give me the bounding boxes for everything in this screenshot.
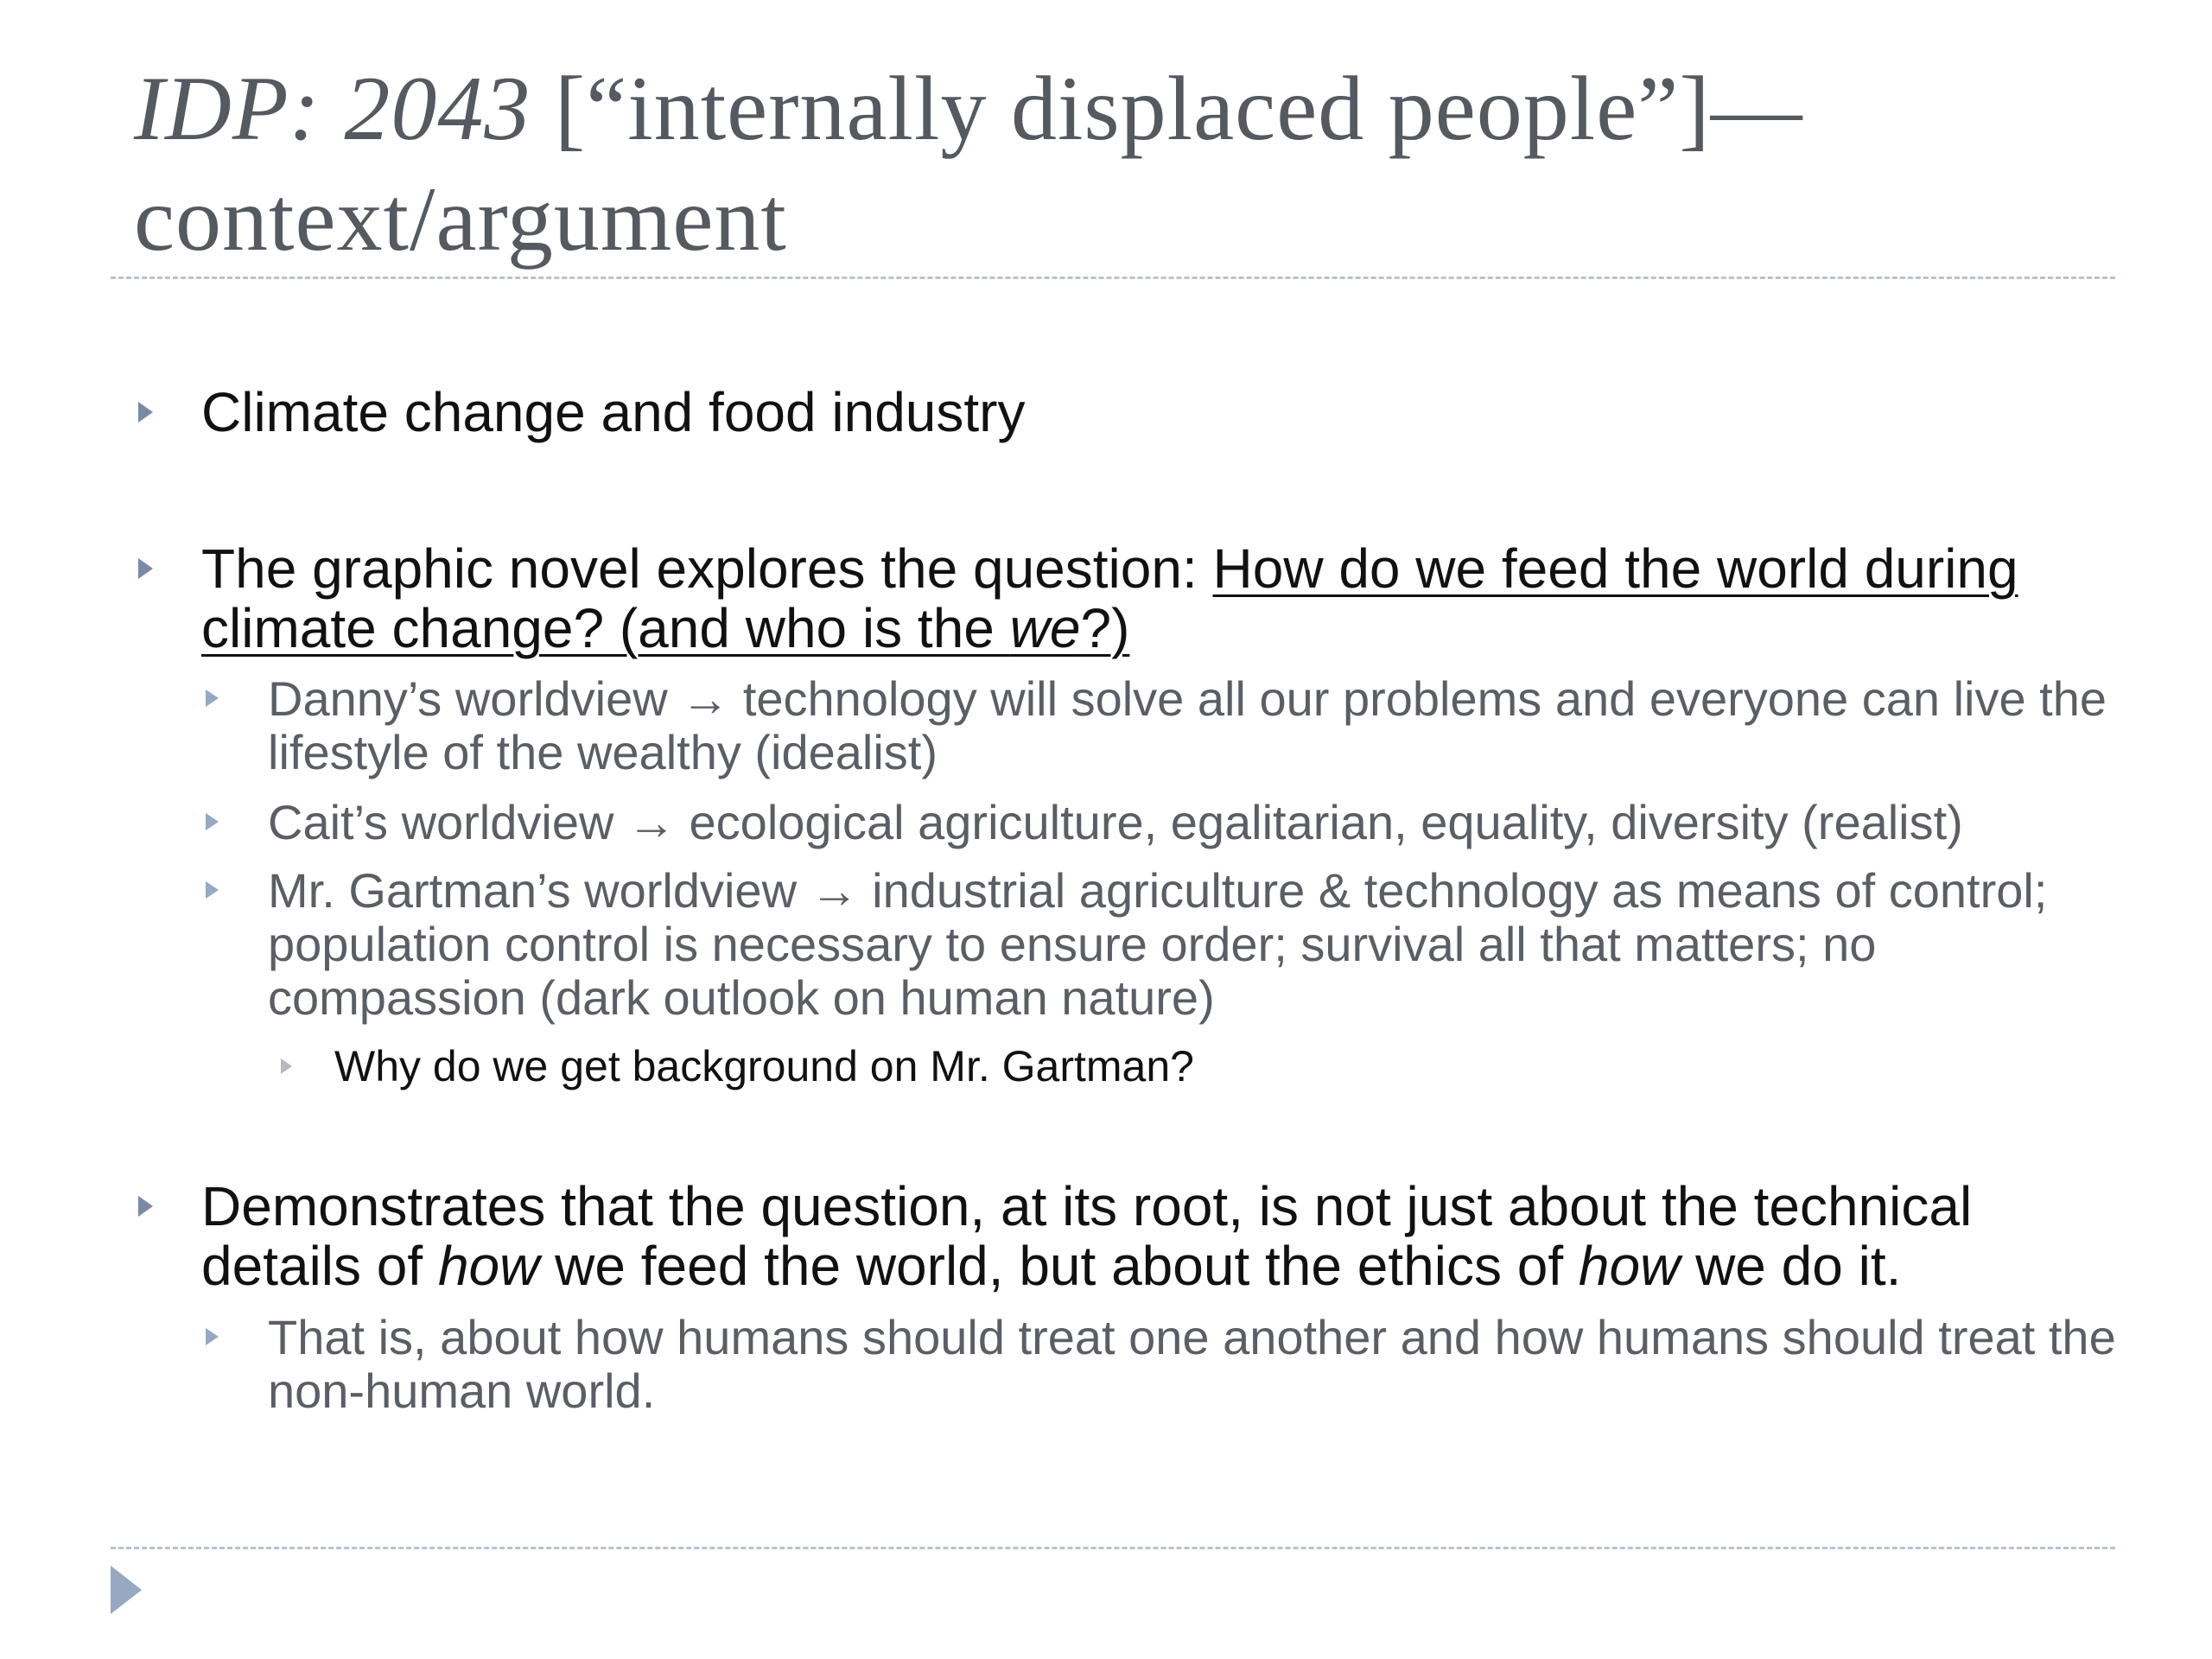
subbullet-how-humans-treat <box>206 1311 2124 1418</box>
slide-title <box>134 54 2121 275</box>
title-line-2: context/argument <box>134 168 787 270</box>
bullet-text <box>201 539 2108 658</box>
top-divider <box>111 276 2115 279</box>
demonstrates-part-1: Demonstrates that the question, at its root, is not just about the technical details of <box>201 1175 1973 1297</box>
demonstrates-part-3: we do it. <box>1680 1235 1902 1297</box>
subbullet-gartman-worldview <box>206 864 2124 1025</box>
bullet-text: Why do we get background on Mr. Gartman? <box>334 1042 1194 1090</box>
bullet-triangle-icon <box>206 881 219 899</box>
bullet-demonstrates-ethics <box>138 1177 2108 1296</box>
bullet-text: Cait’s worldview → ecological agriculture, egalitarian, equality, diversity (realist) <box>268 795 1963 849</box>
title-italic-part: IDP: 2043 <box>134 58 531 159</box>
bullet-triangle-icon <box>206 1328 219 1345</box>
question-lead: The graphic novel explores the question: <box>201 537 1213 600</box>
subbullet-danny-worldview <box>206 672 2124 779</box>
bullet-text: That is, about how humans should treat one another and how humans should treat the non-human world. <box>268 1310 2116 1418</box>
title-rest: [“internally displaced people”]— <box>531 58 1803 159</box>
subbullet-cait-worldview <box>206 796 2124 849</box>
demonstrates-italic-how-1: how <box>437 1235 540 1297</box>
subsubbullet-gartman-background <box>281 1042 2095 1090</box>
bullet-text: Climate change and food industry <box>201 381 1026 443</box>
corner-triangle-icon <box>111 1566 142 1614</box>
bullet-triangle-icon <box>206 690 219 707</box>
demonstrates-part-2: we feed the world, but about the ethics of <box>539 1235 1579 1297</box>
bullet-text: Mr. Gartman’s worldview → industrial agriculture & technology as means of control; population control is necessary to ensure order; survival all that matters; no compassion (dark outlook on human nature) <box>268 863 2048 1025</box>
bottom-divider <box>111 1547 2115 1549</box>
demonstrates-italic-how-2: how <box>1578 1235 1681 1297</box>
question-italic-we: we <box>1009 597 1081 659</box>
bullet-triangle-icon <box>138 558 153 579</box>
bullet-triangle-icon <box>138 402 153 423</box>
bullet-text <box>201 1177 2108 1296</box>
bullet-climate-change <box>138 383 2108 442</box>
question-part-2: ?) <box>1080 597 1130 659</box>
bullet-triangle-icon <box>138 1196 153 1217</box>
question-part-1: How do we feed the world during climate change? (and who is the <box>201 537 2018 659</box>
bullet-graphic-novel-question <box>138 539 2108 658</box>
bullet-text: Danny’s worldview → technology will solve all our problems and everyone can live the lifestyle of the wealthy (idealist) <box>268 671 2107 779</box>
bullet-triangle-icon <box>206 813 219 830</box>
bullet-triangle-icon <box>281 1058 292 1074</box>
